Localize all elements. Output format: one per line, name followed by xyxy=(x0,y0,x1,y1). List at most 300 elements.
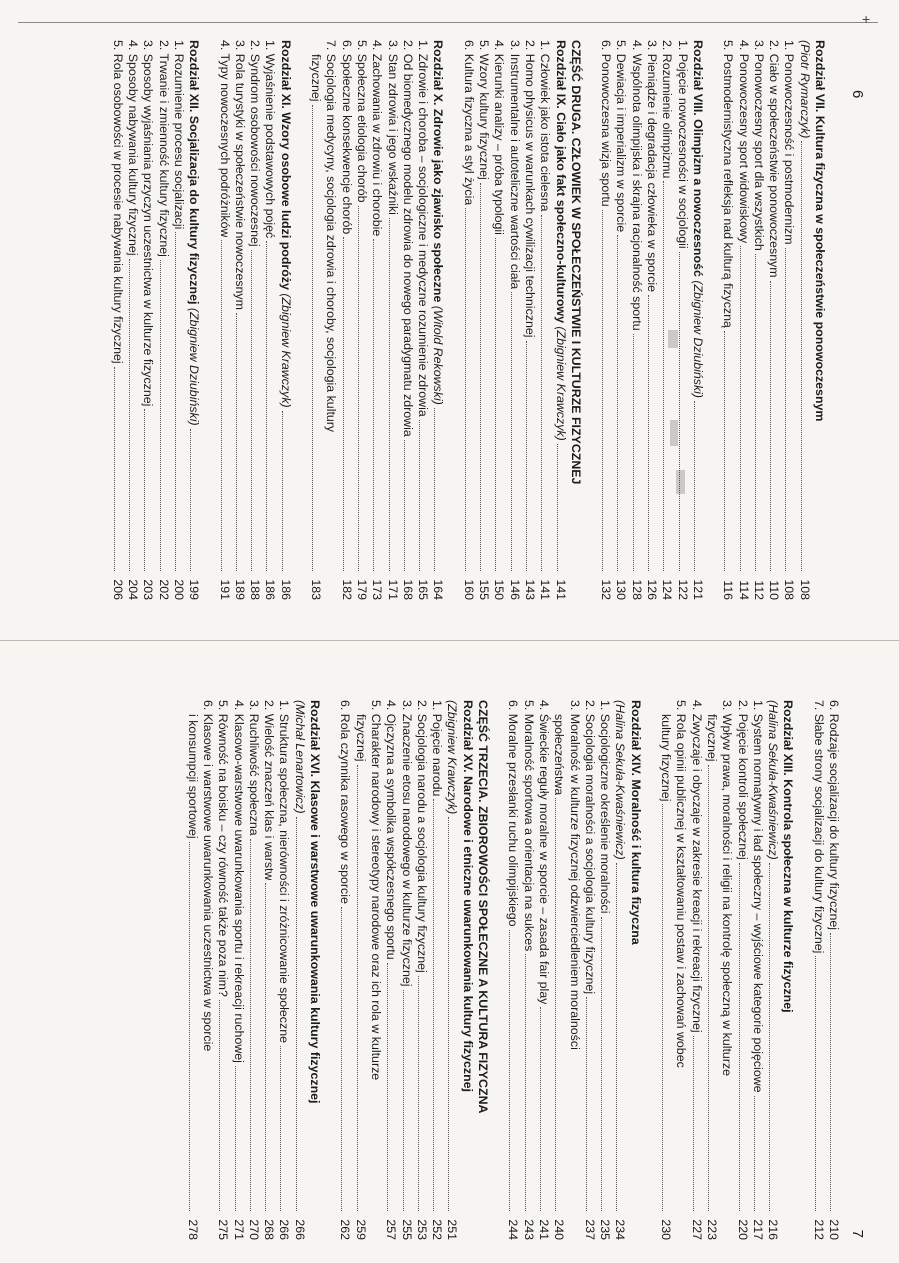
toc-entry xyxy=(216,40,231,600)
toc-entry xyxy=(262,40,277,600)
page-ref: 183 xyxy=(309,579,324,600)
leader-dots xyxy=(357,765,358,1211)
page-number: 7 xyxy=(849,1229,866,1238)
leader-dots xyxy=(403,990,404,1211)
toc-entry xyxy=(597,700,612,1240)
page-ref: 203 xyxy=(141,579,156,600)
page-ref: 204 xyxy=(126,579,141,600)
leader-dots xyxy=(265,883,266,1211)
toc-entry-text: 5. Równość na boisku – czy równość także poza nim? xyxy=(216,700,231,997)
toc-entry xyxy=(230,700,245,1240)
toc-entry xyxy=(673,700,688,1240)
toc-section xyxy=(505,700,643,1240)
toc-entry-text: 7. Socjologia medycyny, socjologia zdrowia i choroby, socjologia kultury xyxy=(324,40,339,433)
page-ref: 124 xyxy=(660,579,675,600)
leader-dots xyxy=(434,408,435,571)
page-ref: 116 xyxy=(721,580,736,600)
toc-entry-text: 5. Wzory kultury fizycznej xyxy=(477,40,492,180)
page-ref: 253 xyxy=(414,1219,429,1240)
toc-section xyxy=(598,40,705,600)
chapter-author-line-text: (Halina Sekuła-Kwaśniewicz) xyxy=(766,700,781,860)
toc-entry-text: 3. Ruchliwość społeczna xyxy=(246,700,261,836)
toc-entry xyxy=(735,40,750,600)
toc-entry xyxy=(368,700,383,1240)
page-ref: 110 xyxy=(767,580,782,600)
toc-entry xyxy=(674,40,689,600)
leader-dots xyxy=(801,141,802,571)
toc-entry xyxy=(414,700,429,1240)
toc-entry xyxy=(323,40,338,600)
chapter-author-line xyxy=(765,700,780,1240)
toc-entry-text: 5. Rola opinii publicznej w kształtowaniu postaw i zachowań wobec xyxy=(674,700,689,1068)
toc-entry-text: 4. Klasowo-warstwowe uwarunkowania sportu i rekreacji ruchowej xyxy=(231,700,246,1063)
chapter-heading xyxy=(278,40,293,600)
toc-section xyxy=(658,700,796,1240)
toc-entry-text: 3. Sposoby wyjaśniania przyczyn uczestnictwa w kulturze fizycznej xyxy=(141,40,156,407)
toc-entry xyxy=(184,700,199,1240)
toc-entry xyxy=(551,700,566,1240)
toc-entry xyxy=(398,700,413,1240)
leader-dots xyxy=(739,863,740,1211)
chapter-title: Rozdział VIII. Olimpizm a nowoczesność xyxy=(690,40,705,277)
toc-entry-text: 6. Rodzaje socjalizacji do kultury fizycznej xyxy=(827,700,841,931)
page-ref: 146 xyxy=(507,579,522,600)
toc-entry-text: 4. Zwyczaje i obyczaje w zakresie kreacji i rekreacji fizycznej xyxy=(689,700,704,1033)
part-heading: CZĘŚĆ DRUGA. CZŁOWIEK W SPOŁECZEŃSTWIE I KULTURZE FIZYCZNEJ xyxy=(568,40,583,485)
page-ref: 212 xyxy=(811,1219,826,1240)
toc-entry xyxy=(566,700,581,1240)
page-ref: 168 xyxy=(400,579,415,600)
toc-entry xyxy=(659,40,674,600)
page-ref: 244 xyxy=(506,1219,521,1240)
toc-entry-text: 1. System normatywny i ład społeczny – wyjściowe kategorie pojęciowe xyxy=(750,700,765,1093)
page-ref: 128 xyxy=(629,579,644,600)
leader-dots xyxy=(114,367,115,571)
page-ref: 216 xyxy=(766,1219,781,1240)
toc-entry-text: fizycznej xyxy=(353,714,368,762)
chapter-author: (Zbigniew Dziubiński) xyxy=(187,307,202,426)
toc-entry-text: 4. Świeckie reguły moralne w sporcie – zasada fair play xyxy=(536,700,551,1005)
toc-entry-text: 3. Pieniądze i degradacja człowieka w sporcie xyxy=(645,40,660,293)
page-ref: 121 xyxy=(690,579,705,600)
page-ref: 112 xyxy=(751,580,766,600)
left-page xyxy=(0,40,899,600)
toc-entry-text: 6. Moralne przesłanki ruchu olimpijskiego xyxy=(506,700,521,927)
leader-dots xyxy=(219,1000,220,1211)
leader-dots xyxy=(755,254,756,571)
page-ref: 179 xyxy=(354,579,369,600)
toc-entry-text: 4. Wspólnota olimpijska i skrajna racjonalność sportu xyxy=(629,40,644,331)
toc-entry-text: 4. Zachowania w zdrowiu i chorobie xyxy=(370,40,385,237)
page-ref: 130 xyxy=(614,579,629,600)
page-ref: 251 xyxy=(445,1219,460,1240)
toc-entry-text: 4. Ponowoczesny sport widowiskowy xyxy=(736,40,751,244)
page-ref: 257 xyxy=(384,1219,399,1240)
leader-dots xyxy=(526,341,527,572)
leader-dots xyxy=(617,235,618,571)
page-ref: 252 xyxy=(430,1219,445,1240)
toc-entry xyxy=(276,700,291,1240)
toc-entry xyxy=(644,40,659,600)
leader-dots xyxy=(602,210,603,571)
page-ref: 108 xyxy=(797,579,812,600)
toc-entry xyxy=(247,40,262,600)
leader-dots xyxy=(282,411,283,571)
toc-entry xyxy=(536,700,551,1240)
toc-section xyxy=(184,700,322,1240)
leader-dots xyxy=(129,259,130,571)
toc-entry xyxy=(582,700,597,1240)
toc-entry-text: 1. Zdrowie i choroba – socjologiczne i medyczne rozumienie zdrowia xyxy=(416,40,431,417)
toc-entry xyxy=(338,40,353,600)
page-ref: 186 xyxy=(263,579,278,600)
toc-entry xyxy=(155,40,170,600)
page-ref: 237 xyxy=(582,1219,597,1240)
toc-entry-text: 3. Stan zdrowia i jego wskaźniki xyxy=(385,40,400,215)
leader-dots xyxy=(616,863,617,1211)
page-ref: 132 xyxy=(599,579,614,600)
toc-content xyxy=(169,700,841,1240)
toc-entry xyxy=(505,700,520,1240)
toc-entry-text: 7. Słabe strony socjalizacji do kultury fizycznej xyxy=(811,700,826,954)
page-ref: 108 xyxy=(782,579,797,600)
leader-dots xyxy=(343,237,344,571)
toc-entry-text: 3. Znaczenie etosu narodowego w kulturze fizycznej xyxy=(399,700,414,987)
page-ref: 230 xyxy=(659,1219,674,1240)
page-ref: 259 xyxy=(353,1219,368,1240)
leader-dots xyxy=(480,183,481,571)
leader-dots xyxy=(555,798,556,1211)
toc-entry-text: 2. Socjologia moralności a socjologia kultury fizycznej xyxy=(582,700,597,995)
leader-dots xyxy=(236,313,237,571)
page-ref: 223 xyxy=(704,1219,719,1240)
toc-entry-text: 1. Pojęcie nowoczesności w socjologii xyxy=(675,40,690,249)
page-ref: 173 xyxy=(370,579,385,600)
chapter-author-line xyxy=(292,700,307,1240)
chapter-author-line xyxy=(444,700,459,1240)
toc-entry xyxy=(734,700,749,1240)
toc-entry xyxy=(232,40,247,600)
leader-dots xyxy=(815,956,816,1211)
toc-entry-text: 4. Sposoby nabywania kultury fizycznej xyxy=(126,40,141,256)
leader-dots xyxy=(312,105,313,571)
page-ref: 266 xyxy=(292,1219,307,1240)
toc-entry xyxy=(384,40,399,600)
toc-entry xyxy=(383,700,398,1240)
page-ref: 164 xyxy=(431,579,446,600)
chapter-author: (Zbigniew Krawczyk) xyxy=(278,293,293,408)
leader-dots xyxy=(419,420,420,571)
page-ref: 220 xyxy=(735,1219,750,1240)
page-ref: 114 xyxy=(736,580,751,600)
right-page xyxy=(0,700,899,1240)
toc-entry-text: 2. Socjologia narodu a socjologia kultury fizycznej xyxy=(414,700,429,973)
leader-dots xyxy=(557,444,558,571)
leader-dots xyxy=(541,215,542,572)
toc-entry-text: 3. Instrumentalne i autoteliczne wartości ciała xyxy=(507,40,522,290)
leader-dots xyxy=(433,799,434,1211)
toc-entry-text: 5. Dewiacja i imperializm w sporcie xyxy=(614,40,629,233)
crop-mark: + xyxy=(862,11,871,27)
leader-dots xyxy=(358,206,359,571)
toc-entry xyxy=(400,40,415,600)
page-ref: 210 xyxy=(827,1219,841,1240)
toc-entry xyxy=(308,40,323,600)
toc-entry-text: kultury fizycznej xyxy=(659,714,674,802)
page-ref: 141 xyxy=(553,579,568,600)
toc-entry-text: 6. Klasowe i warstwowe uwarunkowania uczestnictwa w sporcie xyxy=(201,700,216,1052)
leader-dots xyxy=(418,976,419,1211)
toc-entry xyxy=(537,40,552,600)
leader-dots xyxy=(694,401,695,571)
toc-entry-text: 6. Kultura fizyczna a styl życia xyxy=(461,40,476,206)
page-ref: 122 xyxy=(675,579,690,600)
toc-entry-text: i konsumpcji sportowej xyxy=(185,714,200,839)
page-ref: 234 xyxy=(613,1219,628,1240)
toc-entry xyxy=(766,40,781,600)
toc-entry-text: 2. Trwanie i zmienność kultury fizycznej xyxy=(156,40,171,257)
toc-entry-text: 5. Rola osobowości w procesie nabywania kultury fizycznej xyxy=(110,40,125,364)
toc-section xyxy=(460,40,582,600)
chapter-author-line-text: (Piotr Rymarczyk) xyxy=(797,40,812,139)
page-ref: 143 xyxy=(522,579,537,600)
leader-dots xyxy=(341,907,342,1211)
page-number: 6 xyxy=(849,90,866,99)
toc-entry-text: 4. Kierunki analizy – próba typologii xyxy=(492,40,507,235)
leader-dots xyxy=(648,295,649,571)
toc-entry-text: 1. Człowiek jako istota cielesna xyxy=(538,40,553,212)
leader-dots xyxy=(708,765,709,1211)
page-ref: 155 xyxy=(477,579,492,600)
toc-entry xyxy=(598,40,613,600)
leader-dots xyxy=(251,250,252,571)
page-ref: 199 xyxy=(187,579,202,600)
leader-dots xyxy=(724,331,725,571)
toc-entry xyxy=(704,700,719,1240)
toc-entry-text: 5. Moralność sportowa a orientacja na sukces xyxy=(521,700,536,952)
page-ref: 262 xyxy=(338,1219,353,1240)
toc-entry-text: 1. Pojęcie narodu xyxy=(430,700,445,797)
toc-entry-text: 2. Homo physicus w warunkach cywilizacji technicznej xyxy=(522,40,537,338)
toc-entry xyxy=(628,40,643,600)
leader-dots xyxy=(495,238,496,571)
leader-dots xyxy=(296,817,297,1211)
leader-dots xyxy=(250,839,251,1211)
chapter-author: (Zbigniew Krawczyk) xyxy=(553,326,568,441)
page-ref: 191 xyxy=(217,579,232,600)
leader-dots xyxy=(144,409,145,571)
page-ref: 150 xyxy=(492,579,507,600)
toc-entry xyxy=(491,40,506,600)
chapter-author-line xyxy=(796,40,811,600)
leader-dots xyxy=(465,208,466,571)
page-ref: 171 xyxy=(385,579,400,600)
toc-entry xyxy=(337,700,352,1240)
page-ref: 271 xyxy=(231,1219,246,1240)
leader-dots xyxy=(693,1036,694,1211)
page-ref: 275 xyxy=(216,1219,231,1240)
chapter-heading xyxy=(186,40,201,600)
page-ref: 141 xyxy=(538,579,553,600)
toc-entry xyxy=(171,40,186,600)
chapter-heading xyxy=(552,40,567,600)
page-ref: 241 xyxy=(536,1219,551,1240)
toc-entry xyxy=(520,700,535,1240)
leader-dots xyxy=(175,232,176,571)
page-ref: 126 xyxy=(645,579,660,600)
toc-entry xyxy=(506,40,521,600)
leader-dots xyxy=(509,930,510,1211)
toc-entry-text: 6. Społeczne konsekwencje chorób xyxy=(339,40,354,235)
page-ref: 186 xyxy=(278,579,293,600)
leader-dots xyxy=(785,248,786,571)
toc-section xyxy=(810,700,841,1240)
leader-dots xyxy=(190,429,191,571)
chapter-title: Rozdział X. Zdrowie jako zjawisko społeczne xyxy=(431,40,446,303)
chapter-author-line-text: (Halina Sekuła-Kwaśniewicz) xyxy=(613,700,628,860)
toc-entry xyxy=(826,700,841,1240)
page-ref: 255 xyxy=(399,1219,414,1240)
toc-entry-text: 4. Ojczyzna a symbolika współczesnego sportu xyxy=(384,700,399,960)
chapter-title-group xyxy=(690,40,705,398)
chapter-author: (Zbigniew Dziubiński) xyxy=(690,280,705,399)
page-ref: 268 xyxy=(262,1219,277,1240)
chapter-title-group xyxy=(430,40,445,405)
toc-entry xyxy=(354,40,369,600)
toc-entry-text: 1. Rozumienie procesu socjalizacji xyxy=(172,40,187,230)
chapter-author-line-text: (Zbigniew Krawczyk) xyxy=(445,700,460,815)
leader-dots xyxy=(525,954,526,1211)
page-ref: 266 xyxy=(277,1219,292,1240)
toc-entry xyxy=(429,700,444,1240)
leader-dots xyxy=(586,997,587,1211)
toc-entry-text: 2. Ciało w społeczeństwie ponowoczesnym xyxy=(767,40,782,278)
leader-dots xyxy=(389,218,390,571)
chapter-title: Rozdział XII. Socjalizacja do kultury fizycznej xyxy=(187,40,202,305)
chapter-title: Rozdział VII. Kultura fizyczna w społeczeństwie ponowoczesnym xyxy=(813,40,827,422)
toc-entry xyxy=(415,40,430,600)
toc-entry-text: 3. Moralność w kulturze fizycznej odzwierciedleniem moralności xyxy=(567,700,582,1050)
toc-section xyxy=(337,700,490,1240)
leader-dots xyxy=(160,260,161,571)
toc-entry xyxy=(810,700,825,1240)
toc-entry-text: fizycznej xyxy=(309,54,324,102)
leader-dots xyxy=(267,241,268,571)
toc-section xyxy=(308,40,446,600)
toc-entry-text: fizycznej xyxy=(704,714,719,762)
toc-entry-text: 3. Wpływ prawa, moralności i religii na kontrolę społeczną w kulturze xyxy=(720,700,735,1077)
toc-entry-text: 3. Ponowoczesny sport dla wszystkich xyxy=(751,40,766,251)
leader-dots xyxy=(770,281,771,571)
toc-entry xyxy=(125,40,140,600)
toc-entry-text: 5. Społeczna etiologia chorób xyxy=(354,40,369,203)
page-ref: 270 xyxy=(246,1219,261,1240)
toc-entry xyxy=(140,40,155,600)
leader-dots xyxy=(754,1096,755,1211)
toc-entry-text: 5. Charakter narodowy i stereotypy narodowe oraz ich rola w kulturze xyxy=(368,700,383,1081)
toc-entry xyxy=(522,40,537,600)
leader-dots xyxy=(830,933,831,1211)
toc-entry xyxy=(688,700,703,1240)
leader-dots xyxy=(663,181,664,571)
toc-entry-text: 3. Rola turystyki w społeczeństwie nowoczesnym xyxy=(232,40,247,310)
toc-entry xyxy=(369,40,384,600)
chapter-title-group xyxy=(552,40,567,441)
chapter-title: Rozdział XIII. Kontrola społeczna w kulturze fizycznej xyxy=(781,700,796,1013)
leader-dots xyxy=(740,246,741,571)
chapter-heading xyxy=(690,40,705,600)
toc-entry-text: 4. Typy nowoczesnych podróżników xyxy=(217,40,232,238)
toc-entry-text: 2. Pojęcie kontroli społecznej xyxy=(735,700,750,860)
chapter-heading xyxy=(430,40,445,600)
leader-dots xyxy=(387,963,388,1211)
toc-entry-text: 2. Syndrom osobowości nowoczesnej xyxy=(248,40,263,247)
toc-entry-text: 6. Rola czynnika rasowego w sporcie xyxy=(338,700,353,904)
chapter-title-group xyxy=(186,40,201,426)
toc-section xyxy=(720,40,827,600)
toc-entry-text: 1. Wyjaśnienie podstawowych pojęć xyxy=(263,40,278,239)
chapter-title-group xyxy=(278,40,293,408)
chapter-title: Rozdział XI. Wzory osobowe ludzi podróży xyxy=(278,40,293,290)
page-ref: 200 xyxy=(172,579,187,600)
chapter-title: Rozdział XIV. Moralność i kultura fizyczna xyxy=(628,700,643,945)
leader-dots xyxy=(235,1066,236,1211)
toc-entry-text: 1. Ponowoczesność i postmodernizm xyxy=(782,40,797,245)
toc-entry-text: 2. Od biomedycznego modelu zdrowia do nowego paradygmatu zdrowia xyxy=(400,40,415,437)
page-ref: 243 xyxy=(521,1219,536,1240)
leader-dots xyxy=(511,292,512,571)
page-ref: 240 xyxy=(552,1219,567,1240)
page-ref: 188 xyxy=(248,579,263,600)
page-ref: 235 xyxy=(598,1219,613,1240)
toc-section xyxy=(216,40,292,600)
leader-dots xyxy=(373,239,374,571)
leader-dots xyxy=(769,863,770,1211)
leader-dots xyxy=(404,440,405,571)
toc-content xyxy=(95,40,827,600)
toc-entry xyxy=(751,40,766,600)
leader-dots xyxy=(448,817,449,1211)
page-ref: 206 xyxy=(110,579,125,600)
page-ref: 160 xyxy=(461,579,476,600)
page-ref: 217 xyxy=(750,1219,765,1240)
toc-entry xyxy=(719,700,734,1240)
toc-entry-text: 2. Rozumienie olimpizmu xyxy=(660,40,675,179)
chapter-title: Rozdział IX. Ciało jako fakt społeczno-kulturowy xyxy=(553,40,568,323)
toc-entry-text: 1. Struktura społeczna, nierówności i zróżnicowanie społeczne xyxy=(277,700,292,1043)
toc-entry-text: 6. Ponowoczesna wizja sportu xyxy=(599,40,614,207)
toc-entry-text: 5. Postmodernistyczna refleksja nad kulturą fizyczną xyxy=(721,40,736,328)
part-heading: CZĘŚĆ TRZECIA. ZBIOROWOŚCI SPOŁECZNE A KULTURA FIZYCZNA xyxy=(476,700,491,1114)
toc-entry xyxy=(658,700,673,1240)
leader-dots xyxy=(281,1046,282,1211)
page-ref: 202 xyxy=(156,579,171,600)
toc-entry xyxy=(261,700,276,1240)
toc-entry xyxy=(476,40,491,600)
toc-entry xyxy=(215,700,230,1240)
toc-entry-text: 1. Socjologiczne określenie moralności xyxy=(598,700,613,914)
toc-entry xyxy=(352,700,367,1240)
toc-entry xyxy=(750,700,765,1240)
toc-entry xyxy=(460,40,475,600)
page-ref: 182 xyxy=(339,579,354,600)
page-ref: 278 xyxy=(185,1219,200,1240)
chapter-author-line xyxy=(612,700,627,1240)
chapter-title: Rozdział XVI. Klasowe i warstwowe uwarunkowania kultury fizycznej xyxy=(308,700,323,1104)
page-ref: 189 xyxy=(232,579,247,600)
toc-section xyxy=(110,40,202,600)
toc-entry xyxy=(781,40,796,600)
